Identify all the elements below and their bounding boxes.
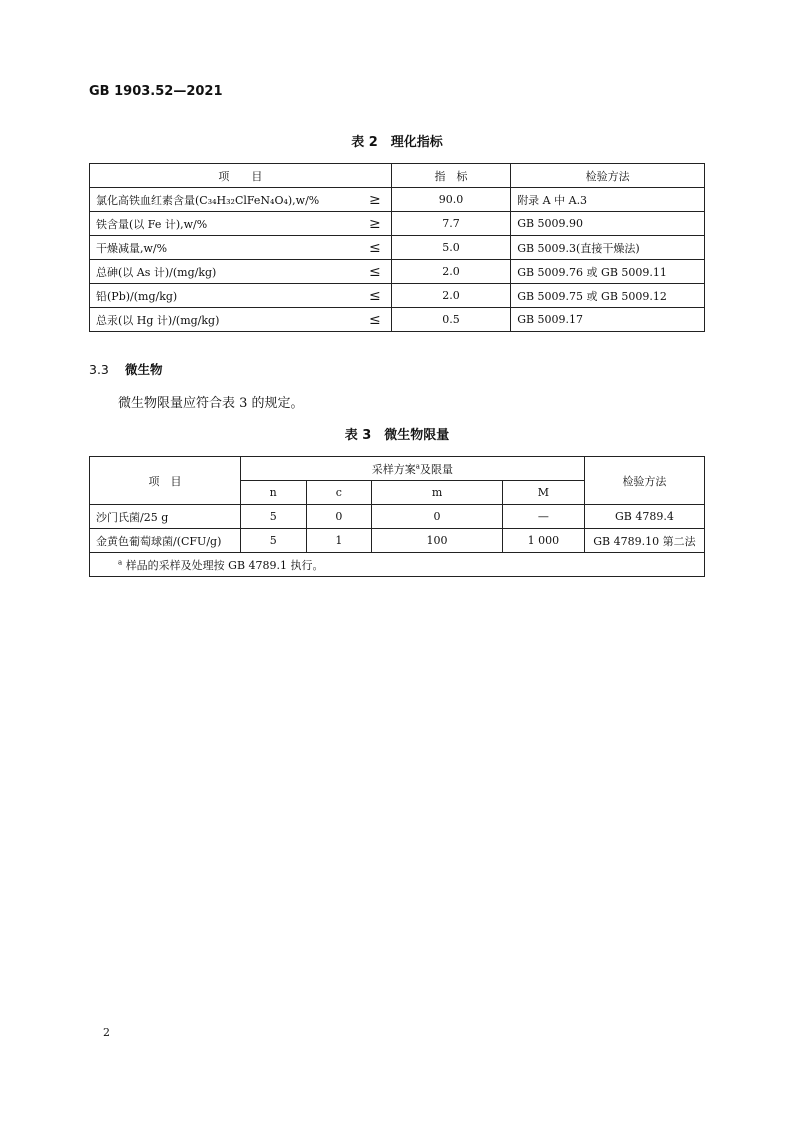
row-name: 金黄色葡萄球菌/(CFU/g) bbox=[90, 529, 241, 553]
row-name: 氯化高铁血红素含量(C₃₄H₃₂ClFeN₄O₄),w/% bbox=[90, 188, 362, 212]
header-method: 检验方法 bbox=[584, 457, 704, 505]
table-header-row bbox=[90, 164, 705, 188]
row-method: GB 5009.90 bbox=[511, 212, 705, 236]
row-symbol: ≤ bbox=[361, 260, 391, 284]
row-method: GB 5009.17 bbox=[511, 308, 705, 332]
row-name: 总砷(以 As 计)/(mg/kg) bbox=[90, 260, 362, 284]
row-name: 铅(Pb)/(mg/kg) bbox=[90, 284, 362, 308]
table3-caption: 表 3 微生物限量 bbox=[344, 428, 450, 443]
footnote-marker: a bbox=[118, 557, 123, 566]
row-name: 沙门氏菌/25 g bbox=[90, 505, 241, 529]
footnote-text: 样品的采样及处理按 GB 4789.1 执行。 bbox=[125, 558, 324, 572]
row-symbol: ≥ bbox=[361, 188, 391, 212]
table-row bbox=[90, 236, 705, 260]
header-M: M bbox=[502, 481, 584, 505]
row-m: 100 bbox=[372, 529, 503, 553]
table-row bbox=[90, 260, 705, 284]
table-row bbox=[90, 308, 705, 332]
row-M: — bbox=[502, 505, 584, 529]
header-c: c bbox=[306, 481, 372, 505]
row-method: 附录 A 中 A.3 bbox=[511, 188, 705, 212]
row-symbol: ≤ bbox=[361, 284, 391, 308]
row-name: 干燥减量,w/% bbox=[90, 236, 362, 260]
row-value: 2.0 bbox=[391, 284, 510, 308]
header-item: 项 目 bbox=[90, 164, 392, 188]
microbial-limits-table bbox=[89, 456, 705, 577]
header-sampling-plan-tail: 及限量 bbox=[419, 462, 453, 476]
section-title: 微生物 bbox=[125, 362, 163, 377]
row-value: 2.0 bbox=[391, 260, 510, 284]
header-sampling-plan bbox=[240, 457, 584, 481]
header-method: 检验方法 bbox=[511, 164, 705, 188]
row-symbol: ≤ bbox=[361, 308, 391, 332]
table2-caption: 表 2 理化指标 bbox=[351, 135, 443, 150]
row-c: 0 bbox=[306, 505, 372, 529]
row-method: GB 4789.10 第二法 bbox=[584, 529, 704, 553]
page-number: 2 bbox=[103, 1026, 110, 1039]
row-symbol: ≤ bbox=[361, 236, 391, 260]
table-header-row bbox=[90, 457, 705, 481]
header-m: m bbox=[372, 481, 503, 505]
section-heading bbox=[89, 360, 163, 378]
row-value: 5.0 bbox=[391, 236, 510, 260]
header-n: n bbox=[240, 481, 306, 505]
table-footnote-row bbox=[90, 553, 705, 577]
row-n: 5 bbox=[240, 529, 306, 553]
row-M: 1 000 bbox=[502, 529, 584, 553]
standard-header: GB 1903.52—2021 bbox=[89, 84, 223, 99]
row-value: 7.7 bbox=[391, 212, 510, 236]
table-row bbox=[90, 505, 705, 529]
row-n: 5 bbox=[240, 505, 306, 529]
row-value: 0.5 bbox=[391, 308, 510, 332]
row-symbol: ≥ bbox=[361, 212, 391, 236]
section-number: 3.3 bbox=[89, 362, 109, 377]
table-row bbox=[90, 188, 705, 212]
body-paragraph: 微生物限量应符合表 3 的规定。 bbox=[118, 396, 304, 411]
row-name: 总汞(以 Hg 计)/(mg/kg) bbox=[90, 308, 362, 332]
header-item: 项 目 bbox=[90, 457, 241, 505]
row-m: 0 bbox=[372, 505, 503, 529]
table-row bbox=[90, 212, 705, 236]
row-method: GB 5009.3(直接干燥法) bbox=[511, 236, 705, 260]
row-name: 铁含量(以 Fe 计),w/% bbox=[90, 212, 362, 236]
table-row bbox=[90, 284, 705, 308]
header-indicator: 指 标 bbox=[391, 164, 510, 188]
row-method: GB 4789.4 bbox=[584, 505, 704, 529]
table-row bbox=[90, 529, 705, 553]
row-c: 1 bbox=[306, 529, 372, 553]
physicochemical-table bbox=[89, 163, 705, 332]
row-value: 90.0 bbox=[391, 188, 510, 212]
header-sampling-plan-label: 采样方案 bbox=[371, 462, 416, 476]
footnote-marker: a bbox=[415, 461, 420, 470]
row-method: GB 5009.75 或 GB 5009.12 bbox=[511, 284, 705, 308]
row-method: GB 5009.76 或 GB 5009.11 bbox=[511, 260, 705, 284]
table-footnote bbox=[90, 553, 705, 577]
